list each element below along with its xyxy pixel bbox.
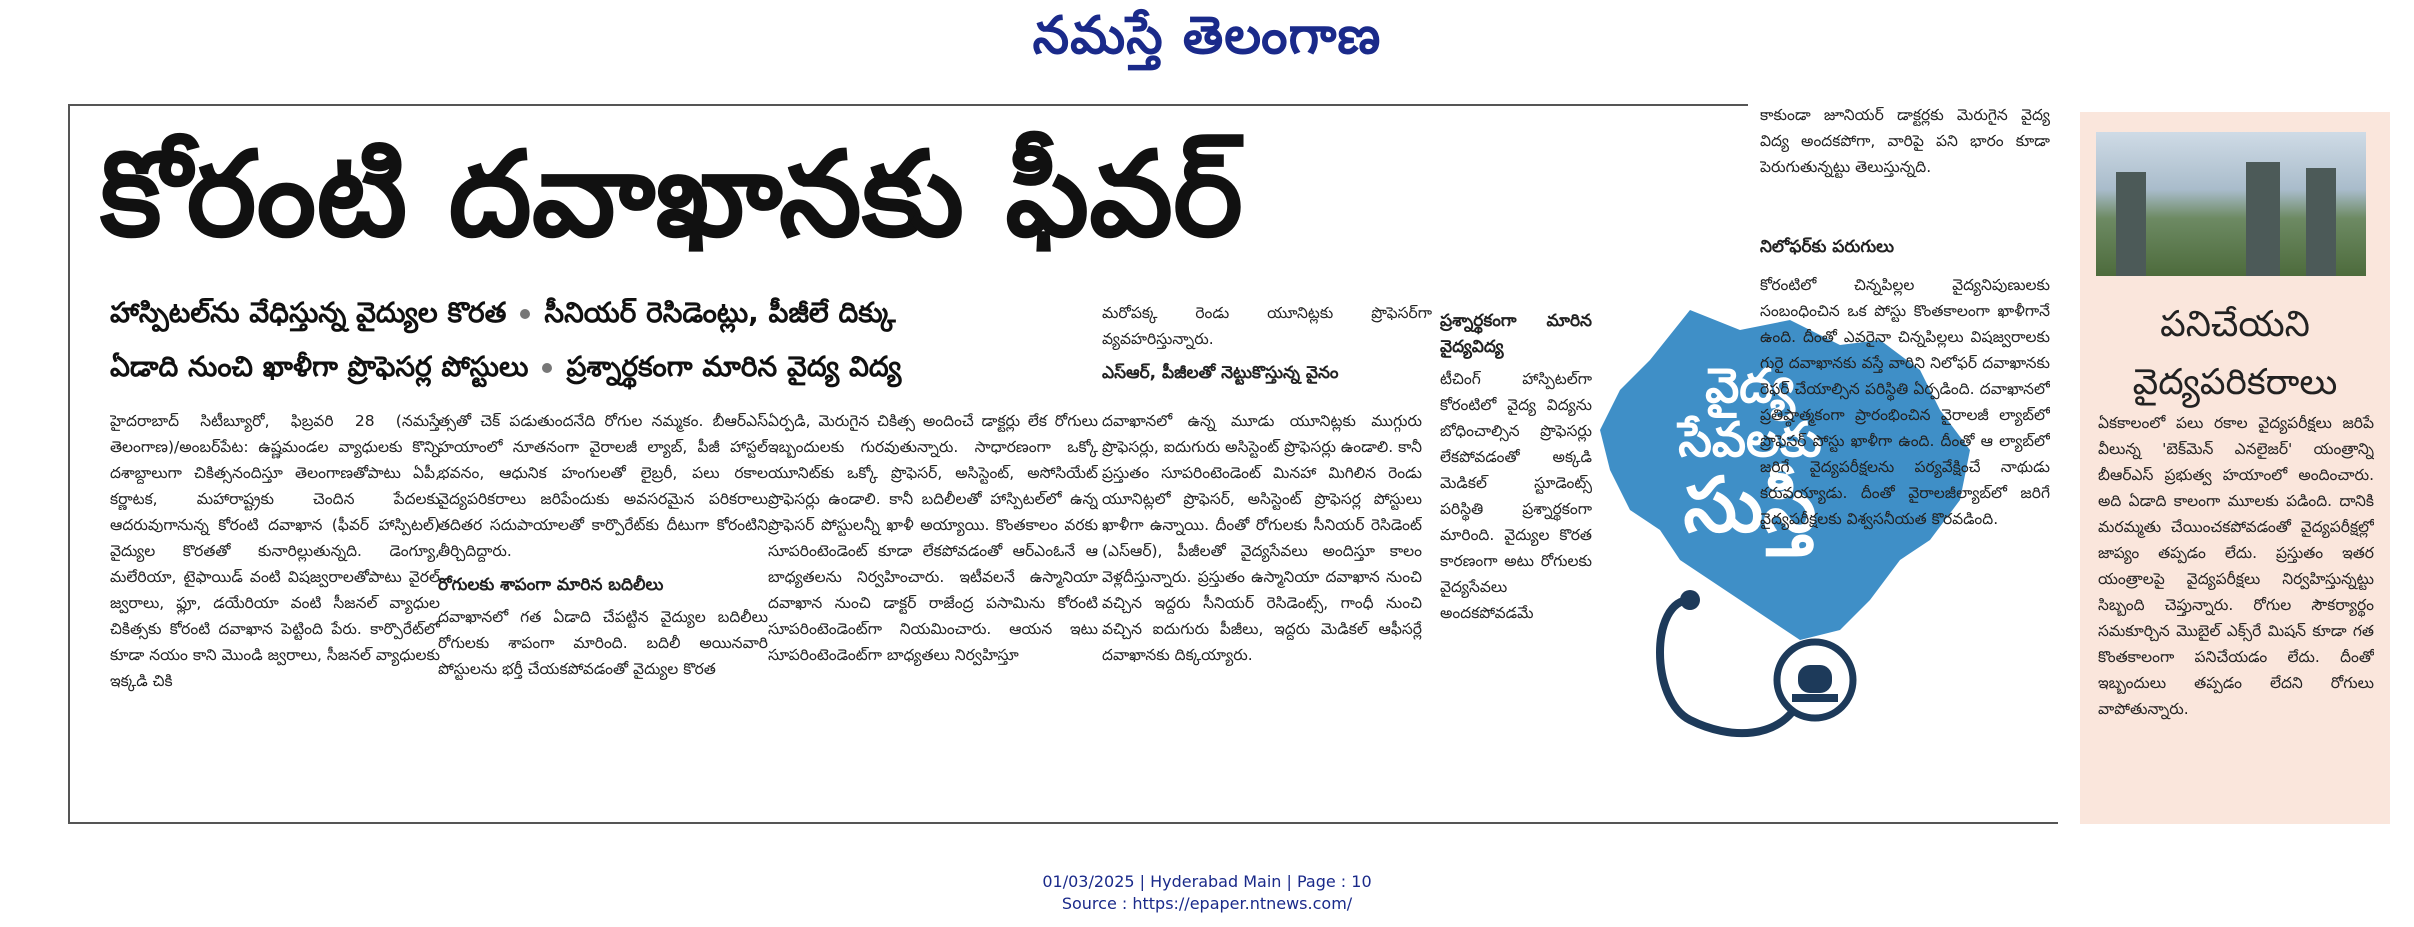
- article-column-2: [438, 408, 768, 812]
- article-column-4: [1102, 408, 1422, 812]
- frame-border-bottom: [68, 822, 2058, 824]
- col2-text: త్సతో చెక్ పడుతుందనేది రోగుల నమ్మకం. బీఆర్‌ఎస్ హయాంలో నూతనంగా వైరాలజీ ల్యాబ్, పీజీ హాస్టల్ భవనం, ఆధునిక హంగులతో లైబ్రరీ, పలు రకాల వైద్యపరికరాలు జరిపేందుకు అవసరమైన పరికరాలు తదితర సదుపాయాలతో కార్పొరేట్‌కు దీటుగా కోరంటిని తీర్చిదిద్దారు.: [438, 412, 768, 560]
- col5-section-heading: ప్రశ్నార్థకంగా మారిన వైద్యవిద్య: [1440, 311, 1592, 357]
- article-column-4-top: [1102, 300, 1432, 410]
- frame-border-left: [68, 104, 70, 824]
- sidebar-body: ఏకకాలంలో పలు రకాల వైద్యపరీక్షలు జరిపే వీలున్న 'బెక్‌మెన్ ఎనలైజర్' యంత్రాన్ని బీఆర్‌ఎస్ ప్రభుత్వ హయాంలో అందించారు. అది ఏడాది కాలంగా మూలకు పడింది. దానికి మరమ్మతు చేయించకపోవడంతో వైద్యపరీక్షల్లో జాప్యం తప్పడం లేదు. ప్రస్తుతం ఇతర యంత్రాలపై వైద్యపరీక్షలు నిర్వహిస్తున్నట్టు సిబ్బంది చెప్తున్నారు. రోగుల సౌకర్యార్థం సమకూర్చిన మొబైల్ ఎక్స్‌రే మిషన్ కూడా గత కొంతకాలంగా పనిచేయడం లేదు. దీంతో ఇబ్బందులు తప్పడం లేదని రోగులు వాపోతున్నారు.: [2098, 414, 2374, 718]
- col2-text-b: దవాఖానలో గత ఏడాది చేపట్టిన వైద్యుల బదిలీలు రోగులకు శాపంగా మారింది. బదిలీ అయినవారి పోస్టులను భర్తీ చేయకపోవడంతో వైద్యుల కొరత: [438, 608, 768, 678]
- subhead-line-1: [110, 296, 896, 336]
- sidebar-title: పనిచేయని వైద్యపరికరాలు: [2132, 304, 2338, 403]
- graphic-word-2: సేవలకు: [1678, 412, 1822, 468]
- subhead-line-2: [110, 350, 901, 390]
- article-column-1: [110, 408, 440, 812]
- hospital-gate-photo: [2096, 132, 2366, 276]
- bullet-dot: [542, 363, 552, 373]
- footer-edition-line: 01/03/2025 | Hyderabad Main | Page : 10: [1042, 872, 1372, 891]
- col4-section-heading: ఎస్‌ఆర్, పీజీలతో నెట్టుకొస్తున్న వైనం: [1102, 363, 1339, 383]
- col6-text: కోరంటిలో చిన్నపిల్లల వైద్యనిపుణులకు సంబంధించిన ఒక పోస్టు కొంతకాలంగా ఖాళీగానే ఉంది. దీంతో ఎవరైనా చిన్నపిల్లలు విషజ్వరాలకు గురై దవాఖానకు వస్తే వారిని నిలోఫర్ దవాఖానకు రెఫర్ చేయాల్సిన పరిస్థితి ఏర్పడింది. దవాఖానలో ప్రతిష్ఠాత్మకంగా ప్రారంభించిన వైరాలజీ ల్యాబ్‌లో ప్రొఫెసర్ పోస్టు ఖాళీగా ఉంది. దీంతో ఆ ల్యాబ్‌లో జరిగే వైద్యపరీక్షలను పర్యవేక్షించే నాథుడు కరువయ్యాడు. దీంతో వైరాలజీల్యాబ్‌లో జరిగే వైద్యపరీక్షలకు విశ్వసనీయత కొరవడింది.: [1760, 276, 2050, 528]
- newspaper-masthead: నమస్తే తెలంగాణ: [1032, 6, 1382, 66]
- subhead-1b: సీనియర్ రెసిడెంట్లు, పీజీలే దిక్కు: [544, 296, 896, 329]
- bullet-dot: [520, 309, 530, 319]
- graphic-word-1: వైద్య: [1705, 358, 1795, 414]
- article-column-6-top: [1760, 102, 2050, 222]
- subhead-2a: ఏడాది నుంచి ఖాళీగా ప్రొఫెసర్ల పోస్టులు: [110, 350, 529, 383]
- article-column-6: [1760, 272, 2050, 792]
- col6-section-heading: నిలోఫర్‌కు పరుగులు: [1760, 237, 1895, 257]
- subhead-2b: ప్రశ్నార్థకంగా మారిన వైద్య విద్య: [566, 350, 902, 383]
- col2-section-heading: రోగులకు శాపంగా మారిన బదిలీలు: [438, 575, 664, 595]
- article-column-5: [1440, 300, 1592, 820]
- col1-text: హైదరాబాద్ సిటీబ్యూరో, ఫిబ్రవరి 28 (నమస్తే తెలంగాణ)/అంబర్‌పేట: ఉష్ణమండల వ్యాధులకు కొన్ని దశాబ్దాలుగా చికిత్సనందిస్తూ తెలంగాణతోపాటు ఏపీ, కర్ణాటక, మహారాష్ట్రకు చెందిన పేదలకు ఆదరువుగానున్న కోరంటి దవాఖాన (ఫీవర్ హాస్పిటల్) వైద్యుల కొరతతో కునారిల్లుతున్నది. డెంగ్యూ, మలేరియా, టైఫాయిడ్ వంటి విషజ్వరాలతోపాటు వైరల్ జ్వరాలు, ఫ్లూ, డయేరియా వంటి సీజనల్ వ్యాధుల చికిత్సకు కోరంటి దవాఖాన పెట్టింది పేరు. కార్పొరేట్‌లో కూడా నయం కాని మొండి జ్వరాలు, సీజనల్ వ్యాధులకు ఇక్కడి చికి: [110, 412, 440, 690]
- col3-text: ఏర్పడి, మెరుగైన చికిత్స అందించే డాక్టర్లు లేక రోగులు ఇబ్బందులకు గురవుతున్నారు. సాధారణంగా ఒక్కో యూనిట్‌కు ఒక్కో ప్రొఫెసర్, అసిస్టెంట్, అసోసియేట్ ప్రొఫెసర్లు ఉండాలి. కానీ బదిలీలతో హాస్పిటల్‌లో ఉన్న ప్రొఫెసర్ పోస్టులన్నీ ఖాళీ అయ్యాయి. కొంతకాలం వరకు సూపరింటెండెంట్ కూడా లేకపోవడంతో ఆర్‌ఎంఓనే ఆ బాధ్యతలను నిర్వహించారు. ఇటీవలనే ఉస్మానియా దవాఖాన నుంచి డాక్టర్ రాజేంద్ర పసామిను కోరంటి సూపరింటెండెంట్‌గా నియమించారు. ఆయన ఇటు సూపరింటెండెంట్‌గా బాధ్యతలు నిర్వహిస్తూ: [768, 412, 1098, 664]
- subhead-1a: హాస్పిటల్‌ను వేధిస్తున్న వైద్యుల కొరత: [110, 296, 507, 329]
- footer-source-line: Source : https://epaper.ntnews.com/: [1061, 894, 1353, 913]
- col6-top-text: కాకుండా జూనియర్ డాక్టర్లకు మెరుగైన వైద్య విద్య అందకపోగా, వారిపై పని భారం కూడా పెరుగుతున్నట్టు తెలుస్తున్నది.: [1760, 106, 2050, 176]
- article-headline: కోరంటి దవాఖానకు ఫీవర్: [100, 125, 1243, 263]
- col5-text: టీచింగ్ హాస్పిటల్‌గా కోరంటిలో వైద్య విద్యను బోధించాల్సిన ప్రొఫెసర్లు లేకపోవడంతో అక్కడి మెడికల్ స్టూడెంట్స్ పరిస్థితి ప్రశ్నార్థకంగా మారింది. వైద్యుల కొరత కారణంగా అటు రోగులకు వైద్యసేవలు అందకపోవడమే: [1440, 370, 1592, 622]
- article-column-3: [768, 408, 1098, 812]
- col4-text: దవాఖానలో ఉన్న మూడు యూనిట్లకు ముగ్గురు ప్రొఫెసర్లు, ఐదుగురు అసిస్టెంట్ ప్రొఫెసర్లు ఉండాలి. కానీ ప్రస్తుతం సూపరింటెండెంట్ మినహా మిగిలిన రెండు యూనిట్లలో ప్రొఫెసర్, అసిస్టెంట్ ప్రొఫెసర్ల పోస్టులు ఖాళీగా ఉన్నాయి. దీంతో రోగులకు సీనియర్ రెసిడెంట్ (ఎస్‌ఆర్), పీజీలతో వైద్యసేవలు అందిస్తూ కాలం వెళ్లదీస్తున్నారు. ప్రస్తుతం ఉస్మానియా దవాఖాన నుంచి వచ్చిన ఇద్దరు సీనియర్ రెసిడెంట్స్, గాంధీ నుంచి వచ్చిన ఐదుగురు పీజీలు, ఇద్దరు మెడికల్ ఆఫీసర్లే దవాఖానకు దిక్కయ్యారు.: [1102, 412, 1422, 664]
- col4-top-text: మరోపక్క రెండు యూనిట్లకు ప్రొఫెసర్‌గా వ్యవహరిస్తున్నారు.: [1102, 304, 1432, 348]
- graphic-word-3: సుస్తీ: [1683, 460, 1817, 549]
